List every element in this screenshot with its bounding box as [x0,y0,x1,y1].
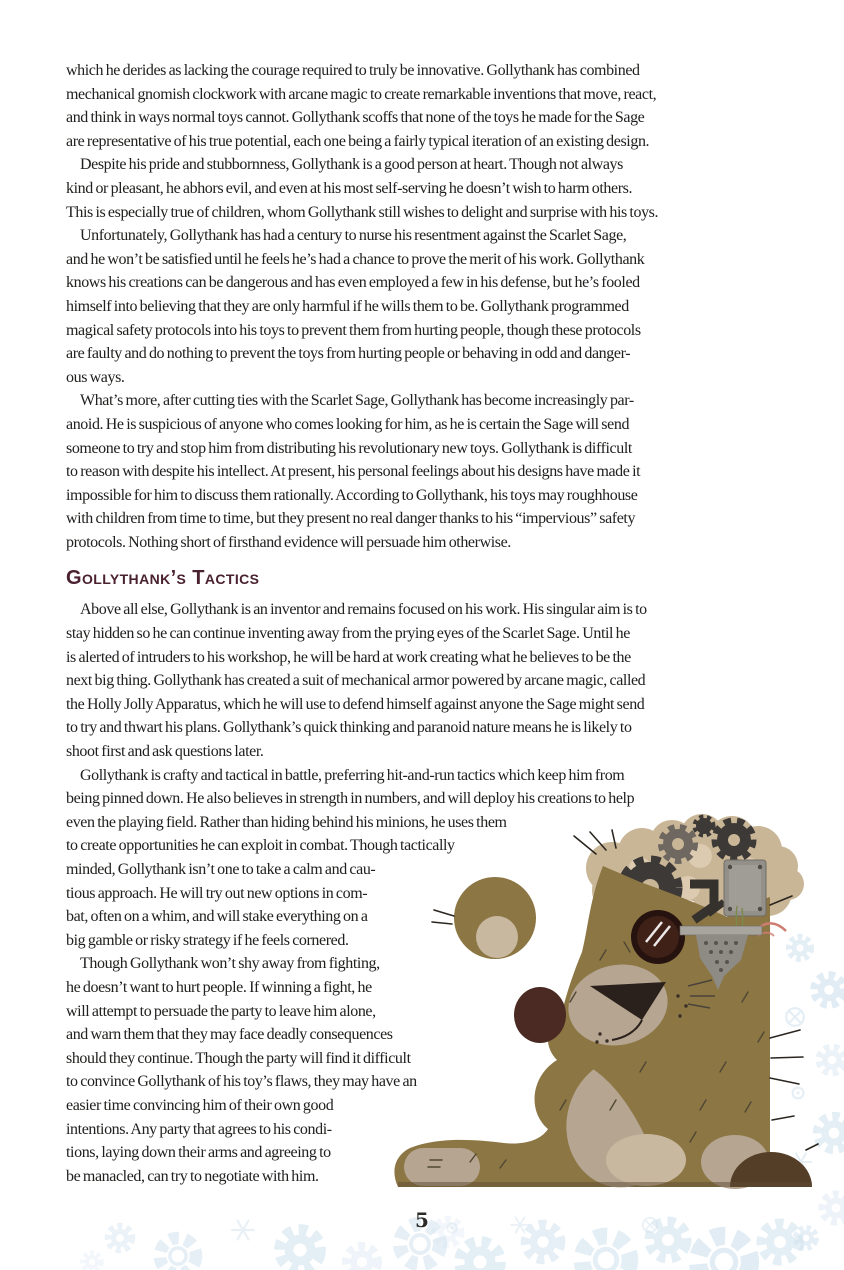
text-line: with children from time to time, but they present no real danger thanks to his “impervious” safety [66,510,636,528]
text-line: magical safety protocols into his toys to prevent them from hurting people, though these protocols [66,321,641,339]
text-line: stay hidden so he can continue inventing away from the prying eyes of the Scarlet Sage. Until he [66,625,630,643]
paragraph [66,389,782,554]
text-line: are faulty and do nothing to prevent the toys from hurting people or behaving in odd and danger- [66,345,631,363]
paragraph [66,153,782,224]
text-line: easier time convincing him of their own good [66,1096,334,1114]
text-line: next big thing. Gollythank has created a suit of mechanical armor powered by arcane magic, called [66,672,646,690]
paragraph [66,224,782,389]
text-line: bat, often on a whim, and will stake everything on a [66,908,368,926]
text-line: to convince Gollythank of his toy’s flaws, they may have an [66,1073,417,1091]
text-line: impossible for him to discuss them rationally. According to Gollythank, his toys may roughhouse [66,486,638,504]
text-line: kind or pleasant, he abhors evil, and even at his most self-serving he doesn’t wish to harm others. [66,179,633,197]
text-line: and think in ways normal toys cannot. Gollythank scoffs that none of the toys he made for the Sage [66,109,645,127]
paragraph [66,59,782,153]
text-line: ous ways. [66,368,125,386]
text-line: he doesn’t want to hurt people. If winning a fight, he [66,978,372,996]
text-line: Unfortunately, Gollythank has had a century to nurse his resentment against the Scarlet Sage, [80,227,627,245]
text-line: minded, Gollythank isn’t one to take a calm and cau- [66,861,376,878]
text-line: knows his creations can be dangerous and has even employed a few in his defense, but he’s fooled [66,274,640,292]
text-line: intentions. Any party that agrees to his condi- [66,1120,332,1138]
text-line: will attempt to persuade the party to leave him alone, [66,1002,376,1020]
text-line: protocols. Nothing short of firsthand evidence will persuade him otherwise. [66,533,511,551]
text-line: himself into believing that they are only harmful if he wills them to be. Gollythank programmed [66,297,629,315]
text-line: which he derides as lacking the courage required to truly be innovative. Gollythank has combined [66,62,640,79]
text-line: should they continue. Though the party will find it difficult [66,1049,411,1067]
page-number: 5 [415,1208,429,1232]
text-line: Though Gollythank won’t shy away from fighting, [80,955,380,973]
text-line: big gamble or risky strategy if he feels cornered. [66,931,349,949]
text-line: are representative of his true potential, each one being a fairly typical iteration of an existing design. [66,132,650,150]
text-line: What’s more, after cutting ties with the Scarlet Sage, Gollythank has become increasingly par- [80,392,634,410]
paragraph [66,764,782,953]
text-line: Gollythank is crafty and tactical in battle, preferring hit-and-run tactics which keep him from [80,766,625,784]
text-line: to try and thwart his plans. Gollythank’s quick thinking and paranoid nature means he is likely to [66,719,632,737]
text-line: tious approach. He will try out new options in com- [66,884,368,902]
text-line: Despite his pride and stubbornness, Gollythank is a good person at heart. Though not always [80,156,623,174]
section-heading: Gollythank’s Tactics [66,567,260,590]
text-line: is alerted of intruders to his workshop, he will be hard at work creating what he believes to be the [66,648,631,666]
paragraph [66,598,782,763]
text-line: This is especially true of children, whom Gollythank still wishes to delight and surprise with his toys. [66,203,659,221]
text-line: to reason with despite his intellect. At present, his personal feelings about his designs have made it [66,463,641,481]
text-line: anoid. He is suspicious of anyone who comes looking for him, as he is certain the Sage will send [66,415,630,433]
text-line: tions, laying down their arms and agreeing to [66,1144,331,1162]
text-line: and he won’t be satisfied until he feels he’s had a chance to prove the merit of his work. Gollythank [66,250,645,268]
text-line: mechanical gnomish clockwork with arcane magic to create remarkable inventions that move, react, [66,85,657,103]
text-line: the Holly Jolly Apparatus, which he will use to defend himself against anyone the Sage might send [66,695,645,713]
text-column [66,0,782,1188]
text-line: shoot first and ask questions later. [66,743,264,761]
text-line: to create opportunities he can exploit in combat. Though tactically [66,837,455,855]
text-line: and warn them that they may face deadly consequences [66,1026,393,1044]
text-line: be manacled, can try to negotiate with him. [66,1167,319,1185]
text-line: being pinned down. He also believes in strength in numbers, and will deploy his creations to help [66,790,635,808]
text-line: someone to try and stop him from distributing his revolutionary new toys. Gollythank is difficult [66,439,632,457]
text-line: Above all else, Gollythank is an inventor and remains focused on his work. His singular aim is to [80,601,647,619]
text-line: even the playing field. Rather than hiding behind his minions, he uses them [66,813,507,831]
paragraph [66,952,782,1188]
